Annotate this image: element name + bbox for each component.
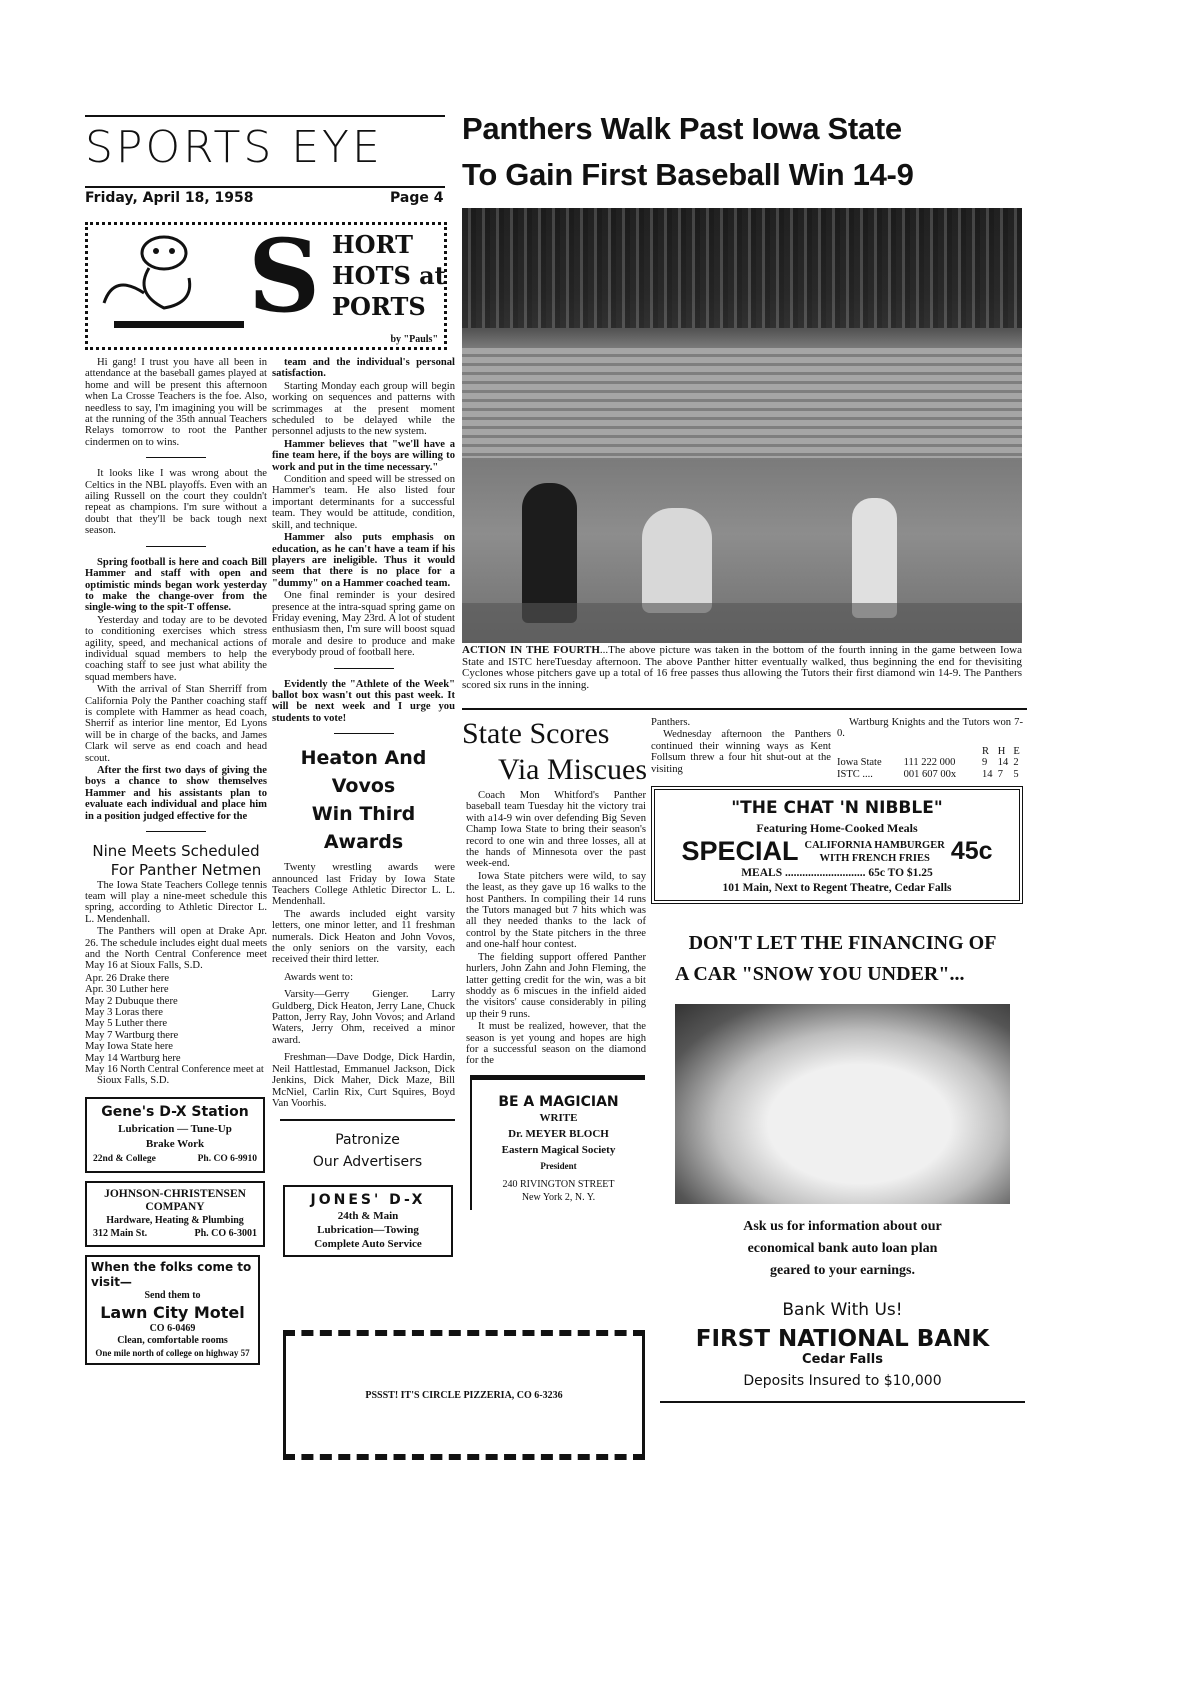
column-paragraph: Condition and speed will be stressed on Hammer's team. He also listed four important determinants for a successful team. They would be attitude, condition, skill, and technique.: [272, 474, 455, 531]
state-scores-col-a: [466, 790, 646, 1067]
column-paragraph: Hi gang! I trust you have all been in attendance at the baseball games played at home and will be present this afternoon when La Crosse Teachers is the foe. Also, needless to say, I'm imagining you will be at the running of the 35th annual Teachers Relays tomorrow to root the Panther cindermen on to wins.: [85, 357, 267, 448]
wrestling-headline-line1: Heaton And Vovos: [300, 747, 427, 798]
bank-insured: Deposits Insured to $10,000: [743, 1373, 942, 1390]
magician-role: President: [540, 1160, 577, 1171]
banner-line1: HORT: [332, 230, 413, 259]
state-scores-paragraph: It must be realized, however, that the season is yet young and hopes are high for a successful season on the diamond for the: [466, 1021, 646, 1067]
box-score: [837, 746, 1023, 780]
box-e: 5: [1013, 768, 1019, 780]
chat-n-nibble-ad: [651, 786, 1023, 904]
wrestling-paragraph: Freshman—Dave Dodge, Dick Hardin, Neil Hattlestad, Emmanuel Jackson, Dick Jenkins, Dick Maher, Dick Maze, Bill McNiel, Carlin Rix, Curt Squires, Boyd Van Voorhis.: [272, 1052, 455, 1109]
baseball-photo: [462, 208, 1022, 643]
bank-body2: economical bank auto loan plan: [747, 1241, 938, 1257]
patronize-line2: Our Advertisers: [312, 1154, 423, 1171]
magician-name: Dr. MEYER BLOCH: [508, 1127, 609, 1140]
motel-line1: When the folks come to visit—: [91, 1259, 252, 1289]
schedule-item: May 5 Luther there: [85, 1018, 168, 1030]
main-headline-line1: Panthers Walk Past Iowa State: [462, 111, 902, 146]
caption-rule: [462, 708, 1027, 710]
short-shots-banner: [85, 217, 447, 350]
netmen-para: The Panthers will open at Drake Apr. 26. The schedule includes eight dual meets and the North Central Conference meet May 16 at Sioux Falls, S.D.: [85, 926, 267, 972]
magician-address2: New York 2, N. Y.: [521, 1191, 596, 1203]
schedule-item: May 2 Dubuque there: [85, 995, 178, 1007]
netmen-para: The Iowa State Teachers College tennis team will play a nine-meet schedule this spring, according to Athletic Director L. L. Mendenhall.: [85, 879, 267, 925]
magician-address1: 240 RIVINGTON STREET: [502, 1178, 615, 1190]
box-innings: 111 222 000: [903, 757, 956, 769]
masthead-rule: [85, 186, 445, 188]
state-scores-paragraph: The fielding support offered Panther hurlers, John Zahn and John Fleming, the latter getting credit for the win, was a bit shoddy as 6 miscues in the infield aided the visitors' cause considerably in piling up their 9 runs.: [466, 951, 646, 1020]
box-header: E: [1013, 745, 1020, 757]
column-paragraph: Hammer believes that "we'll have a fine team here, if the boys are willing to work and put in the time necessary.": [272, 438, 455, 473]
magician-org: Eastern Magical Society: [501, 1143, 616, 1156]
schedule-item: May 16 North Central Conference meet at Sioux Falls, S.D.: [85, 1064, 264, 1087]
schedule-item: May Iowa State here: [85, 1041, 173, 1053]
wrestling-paragraph: Awards went to:: [284, 971, 354, 983]
state-scores-paragraph: Coach Mon Whitford's Panther baseball team Tuesday hit the victory trai with a14-9 win over defending Big Seven Champ Iowa State to bring their season's record to one win and three losses, all at the hands of Minnesota over the past week-end.: [466, 790, 646, 870]
column-paragraph: Hammer also puts emphasis on education, as he can't have a team if his players are ineligible. Thus it would seem that there is no place for a "dummy" on a Hammer coached team.: [272, 532, 455, 589]
separator: [146, 831, 206, 832]
state-scores-col-b: [651, 717, 831, 780]
motel-line2: Send them to: [144, 1289, 201, 1301]
box-row: [837, 769, 1023, 780]
chat-name: "THE CHAT 'N NIBBLE": [731, 798, 943, 819]
schedule-item: May 7 Wartburg there: [85, 1029, 179, 1041]
separator: [146, 457, 206, 458]
genes-line1: Lubrication — Tune-Up: [118, 1122, 232, 1135]
column-paragraph: Spring football is here and coach Bill Hammer and staff with open and optimistic minds began work yesterday to make the change-over from the single-wing to the spit-T offense.: [85, 556, 267, 614]
masthead-title: SPORTS EYE: [85, 122, 383, 173]
chat-item2: WITH FRENCH FRIES: [819, 852, 930, 864]
pizzeria-text: PSSST! IT'S CIRCLE PIZZERIA, CO 6-3236: [365, 1389, 563, 1401]
photo-caption-text: ...The above picture was taken in the bottom of the fourth inning in the game between Iowa State and ISTC hereTuesday afternoon. The above Panther hitter eventually walked, thus beginning the end for thevisiting Cyclones whose pitchers gave up a total of 16 free passes thus allowing the Tutors their first diamond win 14-9. The Panthers scored six runs in the inning.: [462, 644, 1023, 691]
wrestling-paragraph: The awards included eight varsity letters, one minor letter, and 11 freshman numerals. Dick Heaton and John Vovos, the only seniors on the varsity, each received their third letter.: [272, 908, 455, 966]
state-scores-col-c: [837, 717, 1023, 780]
genes-line2: Brake Work: [145, 1137, 205, 1150]
jones-line3: Complete Auto Service: [314, 1238, 422, 1251]
magician-title: BE A MAGICIAN: [498, 1093, 619, 1110]
box-innings: 001 607 00x: [903, 768, 957, 780]
column-paragraph: Yesterday and today are to be devoted to conditioning exercises which stress agility, speed, and mechanical actions of individual squad members to help the coaching staff to see just what ability the squad members have.: [85, 614, 267, 683]
box-team: ISTC ....: [837, 768, 873, 780]
state-scores-paragraph: Wartburg Knights and the Tutors won 7-0.: [837, 717, 1023, 740]
bank-ad: [660, 932, 1025, 1403]
motel-phone: CO 6-0469: [149, 1322, 196, 1334]
jones-dx-ad: [283, 1185, 453, 1257]
netmen-headline-line2: For Panther Netmen: [110, 860, 262, 879]
catcher-figure: [642, 508, 712, 613]
box-row: [837, 757, 1023, 768]
patronize-notice: [280, 1129, 455, 1173]
chat-meals-label: MEALS ............................: [741, 867, 866, 880]
main-headline-line2: To Gain First Baseball Win 14-9: [462, 157, 914, 192]
banner-big-s: S: [248, 217, 321, 335]
state-scores-line1: State Scores: [462, 717, 610, 750]
genes-address: 22nd & College: [93, 1153, 156, 1164]
box-e: 2: [1013, 757, 1019, 769]
column-paragraph: One final reminder is your desired presence at the intra-squad spring game on Friday evening, May 23rd. A lot of student enthusiasm then, I'm sure will boost squad morale and desire to produce and make everybody proud of football here.: [272, 590, 455, 659]
motel-line4: One mile north of college on highway 57: [95, 1347, 250, 1358]
johnson-line1: Hardware, Heating & Plumbing: [106, 1214, 244, 1226]
genes-name: Gene's D-X Station: [101, 1103, 249, 1120]
separator: [334, 733, 394, 734]
genes-dx-ad: [85, 1097, 265, 1173]
column2: [272, 357, 455, 1109]
chat-price: 45c: [950, 837, 993, 866]
batter-figure: [852, 498, 897, 618]
snowed-car-photo: [675, 1004, 1010, 1204]
chat-address: 101 Main, Next to Regent Theatre, Cedar Falls: [722, 882, 952, 895]
wrestling-headline-line2: Win Third Awards: [311, 803, 416, 854]
bank-body3: geared to your earnings.: [770, 1263, 915, 1279]
johnson-phone: Ph. CO 6-3001: [194, 1227, 257, 1239]
box-header: H: [997, 745, 1006, 757]
chat-special: SPECIAL: [681, 836, 799, 867]
state-scores-line2: Via Miscues: [497, 753, 647, 786]
bank-city: Cedar Falls: [802, 1352, 883, 1368]
johnson-christensen-ad: [85, 1181, 265, 1247]
column-paragraph: Evidently the "Athlete of the Week" ballot box wasn't out this past week. It will be next week and I urge you students to vote!: [272, 678, 455, 724]
bank-headline2: A CAR "SNOW YOU UNDER"...: [675, 963, 965, 986]
johnson-address: 312 Main St.: [93, 1227, 148, 1239]
column-paragraph: It looks like I was wrong about the Celtics in the NBL playoffs. Even with an ailing Russell on the court they couldn't repeat as champions. I'm sure without a doubt that they'll be back tough next season.: [85, 468, 267, 537]
bank-headline1: DON'T LET THE FINANCING OF: [688, 932, 997, 955]
schedule-item: May 14 Wartburg here: [85, 1052, 181, 1064]
chat-meals-price: 65c TO $1.25: [868, 867, 933, 880]
box-team: Iowa State: [837, 757, 882, 769]
schedule-item: May 3 Loras there: [85, 1007, 163, 1018]
masthead-rule-top: [85, 115, 445, 117]
state-scores-paragraph: Iowa State pitchers were wild, to say the least, as they gave up 16 walks to the host Panthers. In compiling their 14 runs the Tutors managed but 7 hits which was all they needed thanks to the lack of control by the State pitchers in the three and one-half hour contest.: [466, 870, 646, 951]
photo-caption-lead: ACTION IN THE FOURTH: [462, 644, 600, 656]
patronize-line1: Patronize: [335, 1132, 400, 1149]
pizzeria-ad: [283, 1330, 645, 1460]
column-paragraph: Starting Monday each group will begin working on sequences and patterns with scrimmages at the present moment scheduled to be delayed while the personnel adjusts to the new system.: [272, 380, 455, 438]
column-paragraph: team and the individual's personal satisfaction.: [272, 357, 455, 380]
magician-ad: [470, 1075, 645, 1210]
box-r: 9: [982, 757, 988, 769]
masthead-page: Page 4: [390, 190, 444, 206]
lawn-city-motel-ad: [85, 1255, 260, 1365]
panther-cartoon-icon: [94, 233, 244, 333]
johnson-name2: COMPANY: [145, 1200, 205, 1213]
genes-phone: Ph. CO 6-9910: [197, 1153, 257, 1164]
box-header: R: [982, 745, 990, 757]
bank-name: FIRST NATIONAL BANK: [695, 1326, 990, 1353]
jones-name: JONES' D-X: [310, 1192, 426, 1209]
masthead-date: Friday, April 18, 1958: [85, 190, 254, 206]
bank-body1: Ask us for information about our: [743, 1219, 942, 1235]
column2-rule: [280, 1119, 455, 1121]
separator: [334, 668, 394, 669]
netmen-headline: [85, 842, 267, 880]
bank-cta: Bank With Us!: [782, 1300, 903, 1321]
motel-name: Lawn City Motel: [100, 1302, 245, 1322]
column-paragraph: After the first two days of giving the boys a chance to show themselves Hammer and his assistants plan to evaluate each individual and place him in a position judged effective for the: [85, 765, 267, 822]
column-paragraph: With the arrival of Stan Sherriff from California Poly the Panther coaching staff is complete with Hammer as head coach, Sherrif as interior line mentor, Ed Lyons will be in charge of the backs, and James Clark wil serve as end coach and head scout.: [85, 684, 267, 764]
chat-item1: CALIFORNIA HAMBURGER: [804, 839, 945, 851]
banner-byline: by "Pauls": [390, 334, 438, 345]
wrestling-paragraph: Varsity—Gerry Gienger. Larry Guldberg, Dick Heaton, Jerry Lane, Chuck Patton, Jerry Ray, John Vovos; and Arland Waters, Jerry Ohm, received a minor award.: [272, 989, 455, 1046]
netmen-headline-line1: Nine Meets Scheduled: [92, 842, 260, 861]
photo-caption: [462, 645, 1022, 691]
wrestling-headline: [272, 744, 455, 856]
column1: [85, 357, 267, 1087]
schedule-item: Apr. 30 Luther here: [85, 984, 169, 996]
box-h: 14: [997, 757, 1009, 769]
magician-write: WRITE: [539, 1111, 578, 1124]
separator: [146, 546, 206, 547]
johnson-name1: JOHNSON-CHRISTENSEN: [104, 1187, 246, 1200]
jones-line1: 24th & Main: [337, 1210, 399, 1223]
box-h: 7: [997, 768, 1003, 780]
state-scores-paragraph: Wednesday afternoon the Panthers continued their winning ways as Kent Follsum threw a four hit shut-out at the visiting: [651, 729, 831, 775]
umpire-figure: [522, 483, 577, 623]
schedule-item: Apr. 26 Drake there: [85, 972, 170, 984]
wrestling-paragraph: Twenty wrestling awards were announced last Friday by Iowa State Teachers College Athletic Director L. L. Mendenhall.: [272, 862, 455, 908]
banner-line3: PORTS: [332, 292, 426, 321]
state-scores-paragraph: Panthers.: [651, 717, 691, 728]
motel-line3: Clean, comfortable rooms: [117, 1334, 228, 1346]
state-scores-headline: [462, 716, 647, 788]
banner-line2: HOTS at: [332, 261, 446, 290]
chat-tagline: Featuring Home-Cooked Meals: [756, 821, 918, 836]
box-r: 14: [982, 768, 993, 780]
jones-line2: Lubrication—Towing: [317, 1224, 419, 1237]
main-headline: [462, 106, 1027, 198]
